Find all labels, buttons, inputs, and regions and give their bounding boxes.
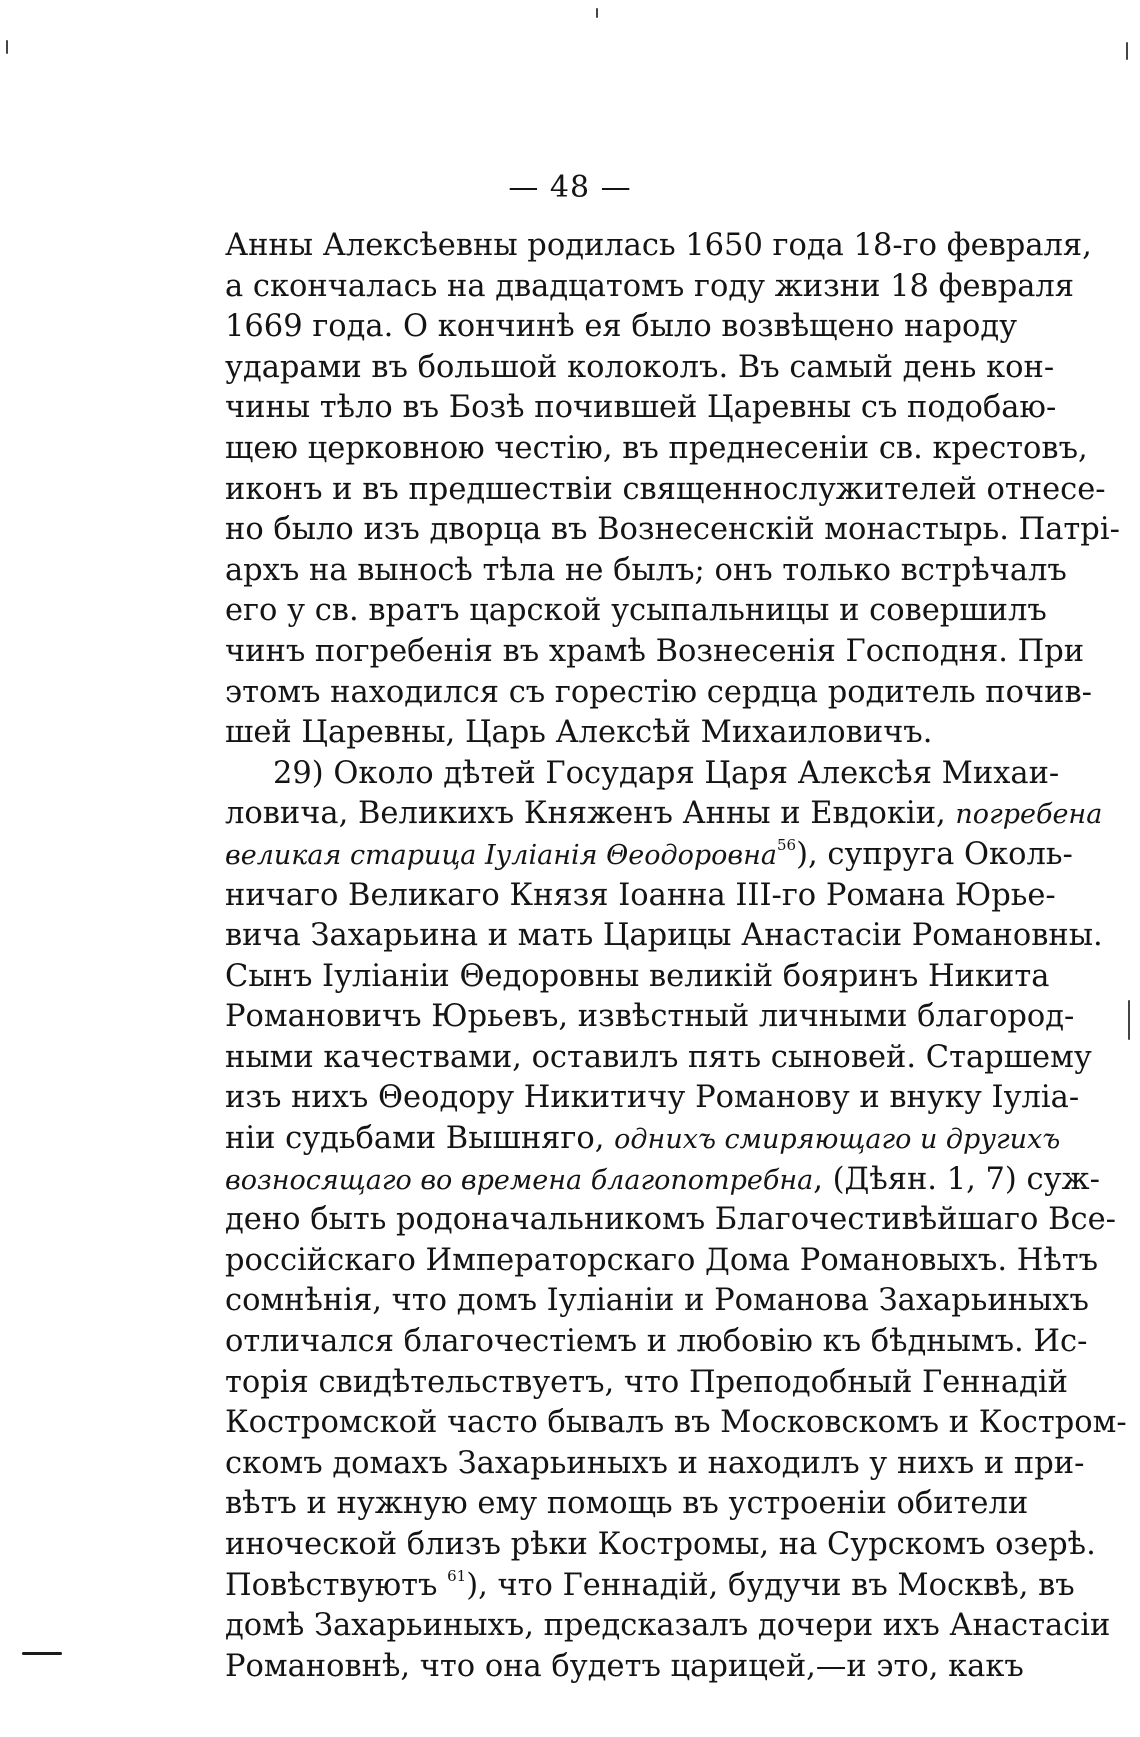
text-line: иноческой близъ рѣки Костромы, на Сурскомъ озерѣ. [225,1527,1096,1562]
text-line: а скончалась на двадцатомъ году жизни 18 февраля [225,268,1075,304]
text-line: ничаго Великаго Князя Iоанна III-го Романа Юрье- [225,877,1056,913]
line-part: ), что Геннадiй, будучи въ Москвѣ, въ [466,1567,1075,1603]
line-part: ловича, Великихъ Княженъ Анны и Евдокiи, [225,796,956,832]
text-line [225,1566,1075,1607]
margin-dash-mark [22,1652,62,1655]
italic-text: великая старица Iулiанiя Θеодоровна [225,839,777,871]
text-line: изъ нихъ Θеодору Никитичу Романову и внуку Iулiа- [225,1080,1080,1116]
text-line: Романовнѣ, что она будетъ царицей,—и это, какъ [225,1648,1024,1684]
text-line: отличался благочестiемъ и любовiю къ бѣднымъ. Ис- [225,1324,1088,1360]
text-line: щею церковною честiю, въ преднесенiи св. крестовъ, [225,430,1088,466]
text-line: вича Захарьина и мать Царицы Анастасiи Романовны. [225,918,1103,954]
text-line: этомъ находился съ горестiю сердца родитель почив- [225,674,1092,710]
text-line: 29) Около дѣтей Государя Царя Алексѣя Михаи- [273,755,1060,791]
text-line: Костромской часто бывалъ въ Московскомъ и Костром- [225,1405,1127,1441]
text-line [225,835,1073,876]
line-part: Повѣствуютъ [225,1567,448,1603]
text-line: скомъ домахъ Захарьиныхъ и находилъ у нихъ и при- [225,1445,1085,1481]
text-line: иконъ и въ предшествiи священнослужителей отнесе- [225,471,1106,507]
text-line [225,1119,1061,1160]
footnote-ref: 61 [447,1566,467,1585]
page-number: — 48 — [508,170,632,205]
text-line [225,1160,1100,1201]
text-line: россiйскаго Императорскаго Дома Романовыхъ. Нѣтъ [225,1242,1098,1278]
text-line: но было изъ дворца въ Вознесенскiй монастырь. Патрi- [225,512,1120,548]
text-line: 1669 года. О кончинѣ ея было возвѣщено народу [225,309,1018,345]
text-line [225,794,1103,835]
text-line: вѣтъ и нужную ему помощь въ устроенiи обители [225,1486,1029,1522]
text-line: Романовичъ Юрьевъ, извѣстный личными благород- [225,999,1075,1035]
scan-speck [1126,42,1128,60]
footnote-ref: 56 [776,835,797,854]
line-part: нiи судьбами Вышняго, [225,1121,615,1157]
text-line: чины тѣло въ Бозѣ почившей Царевны съ подобаю- [225,390,1057,426]
italic-text: возносящаго во времена благопотребна [225,1164,814,1196]
italic-text: однихъ смиряющаго и другихъ [614,1124,1061,1156]
text-line: домѣ Захарьиныхъ, предсказалъ дочери ихъ Анастасiи [225,1608,1111,1644]
line-part: ), супруга Околь- [796,836,1073,872]
text-line: его у св. вратъ царской усыпальницы и совершилъ [225,593,1047,629]
text-line: Анны Алексѣевны родилась 1650 года 18-го февраля, [225,228,1092,263]
text-line: чинъ погребенiя въ храмѣ Вознесенiя Господня. При [225,633,1085,669]
text-line: Сынъ Iулiанiи Θедоровны великiй бояринъ Никита [225,958,1050,994]
scan-speck [6,40,8,54]
page-text [225,226,1127,1687]
text-line: ударами въ большой колоколъ. Въ самый день кон- [225,349,1055,385]
text-line: ными качествами, оставилъ пять сыновей. Старшему [225,1039,1092,1075]
line-part: , (Дѣян. 1, 7) суж- [813,1161,1100,1197]
text-line: торiя свидѣтельствуетъ, что Преподобный Геннадiй [225,1364,1068,1400]
text-line: архъ на выносѣ тѣла не былъ; онъ только встрѣчалъ [225,552,1067,588]
scan-speck [1128,1000,1130,1040]
scan-speck [596,8,598,18]
text-line: дено быть родоначальникомъ Благочестивѣйшаго Все- [225,1202,1116,1238]
text-line: шей Царевны, Царь Алексѣй Михаиловичъ. [225,715,933,751]
italic-text: погребена [955,799,1103,831]
text-line: сомнѣнiя, что домъ Iулiанiи и Романова Захарьиныхъ [225,1283,1089,1319]
